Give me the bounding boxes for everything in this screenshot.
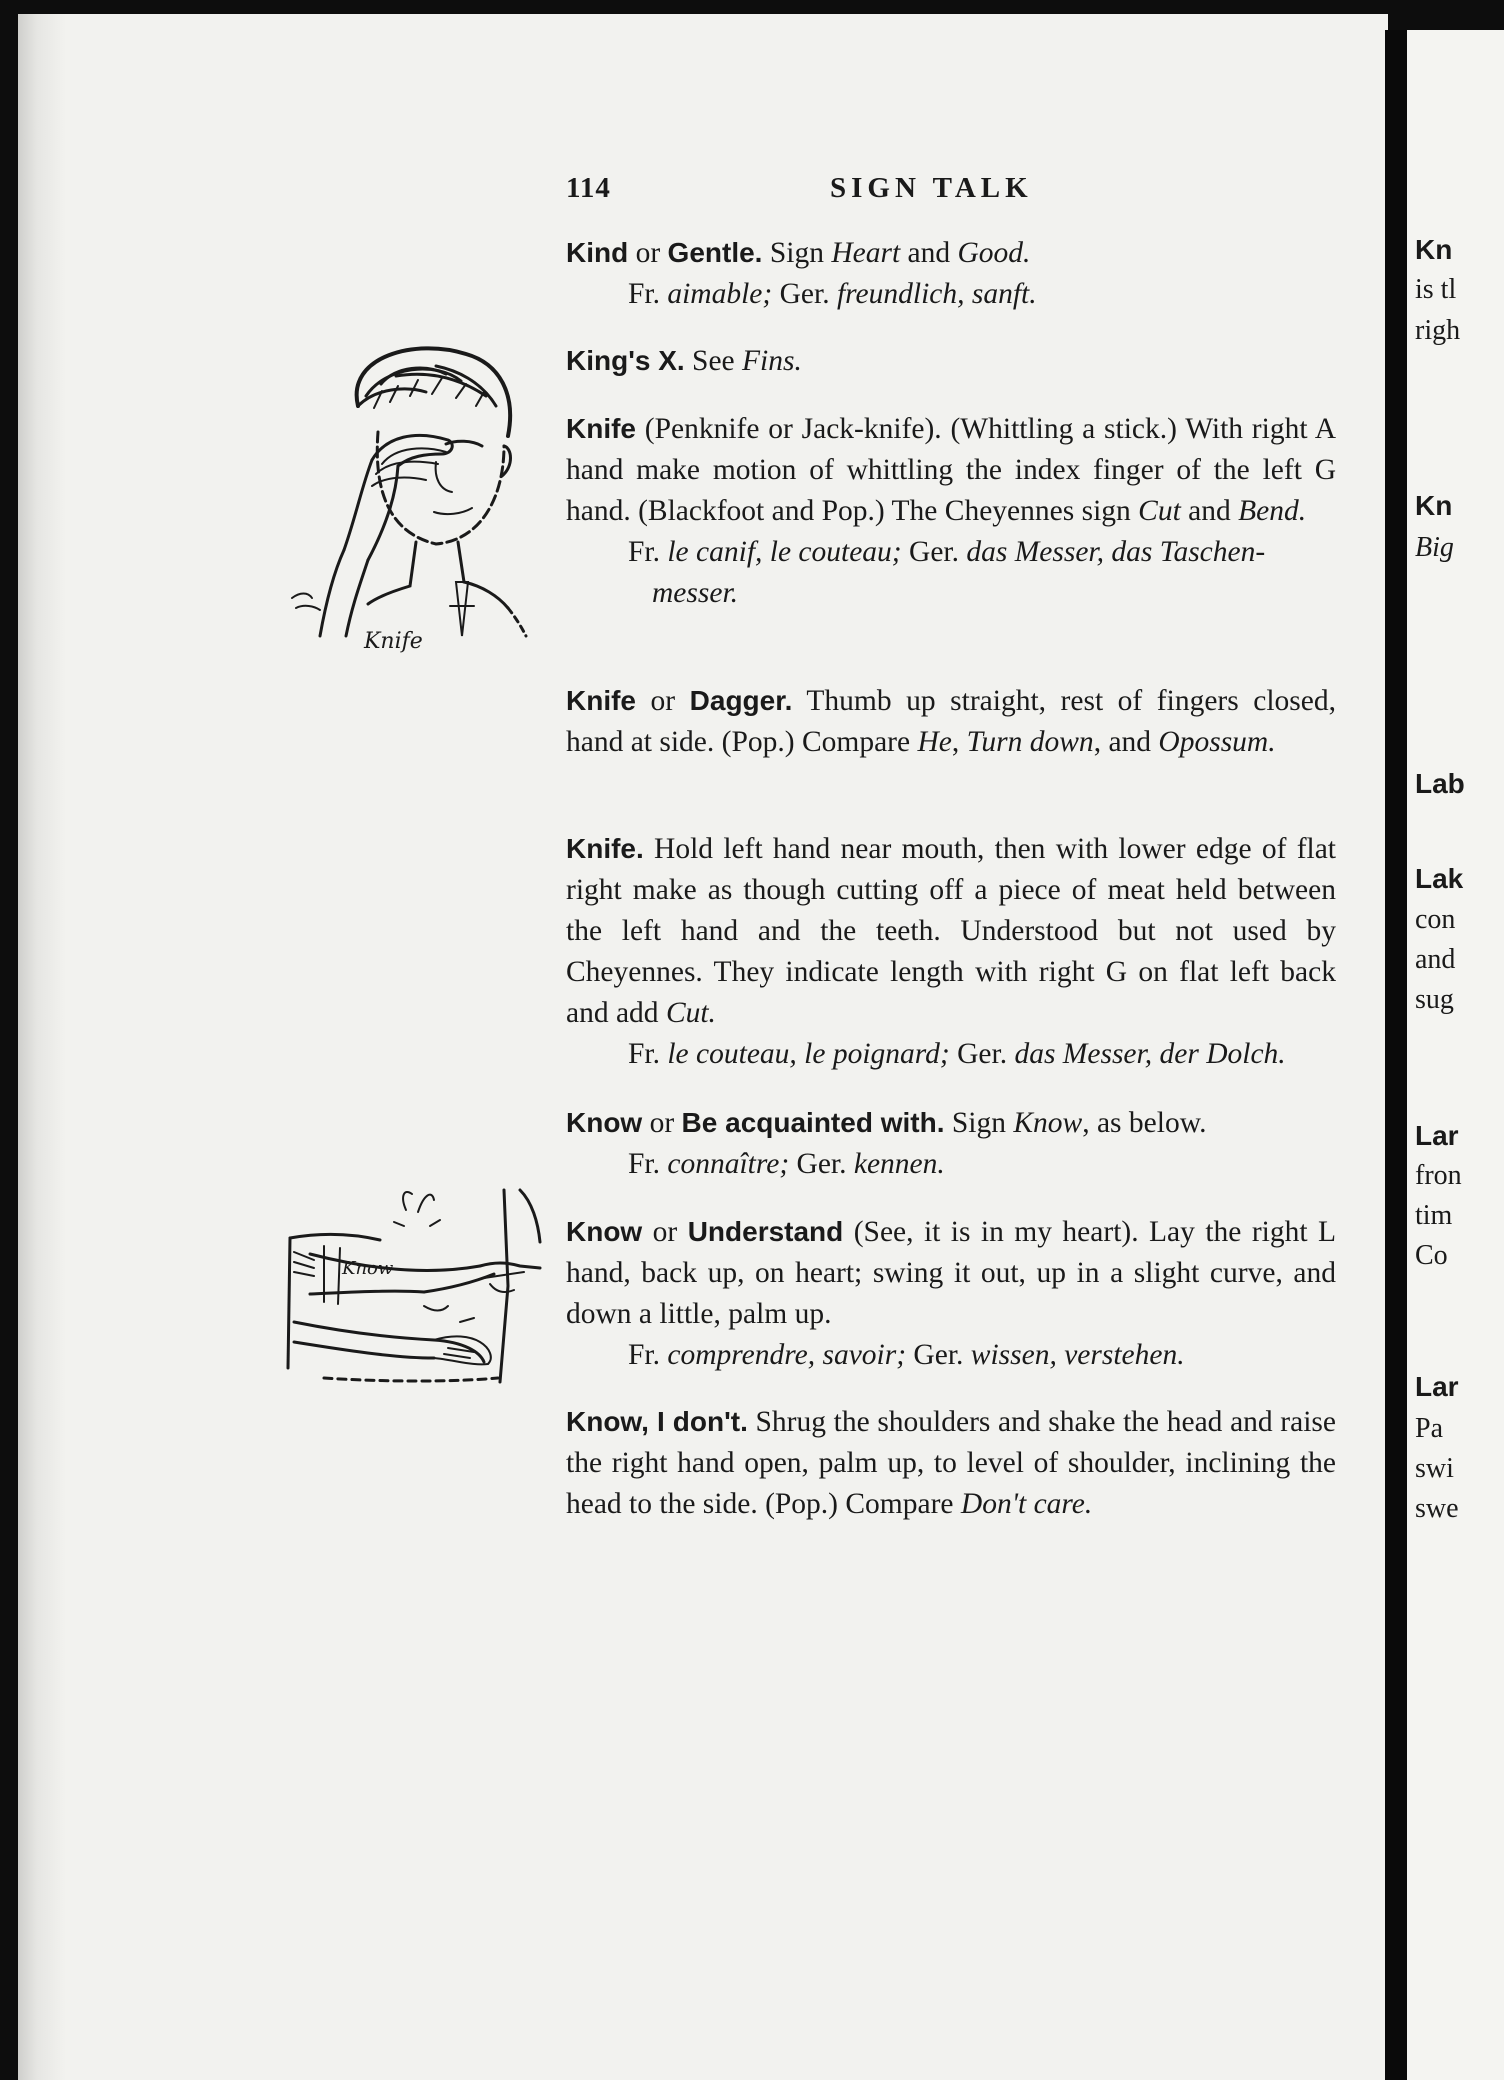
entry-term: Be acquainted with. (681, 1107, 945, 1138)
fragment-text: Pa (1415, 1413, 1443, 1444)
entry-term: Dagger. (689, 685, 793, 716)
french-translation: aimable; (667, 278, 773, 310)
entry-text: Sign (762, 237, 832, 269)
fragment-text: swi (1415, 1453, 1454, 1484)
page-number: 114 (566, 172, 611, 204)
entry-text: or (636, 685, 690, 717)
fragment-text: Co (1415, 1240, 1448, 1271)
entry-text: Hold left hand near mouth, then with lower edge of flat right make as though cutting off a piece of meat held between the left hand and the teeth. Understood but not used by Cheyennes. They indicate length with right G on flat left back and add (566, 833, 1336, 1029)
fragment-text: swe (1415, 1493, 1459, 1524)
entry-text: or (628, 237, 668, 269)
page-title: SIGN TALK (830, 172, 1033, 204)
dictionary-entry (566, 1211, 1336, 1376)
translation (566, 1144, 1336, 1185)
fragment-text: Kn (1415, 490, 1453, 521)
german-translation: das Messer, das Taschen- (966, 536, 1266, 568)
cross-reference: Bend. (1238, 495, 1307, 527)
cross-reference: Opossum. (1158, 726, 1276, 758)
cross-reference: Cut. (665, 997, 716, 1029)
entry-term: Kind (566, 237, 629, 268)
german-translation: wissen, verstehen. (970, 1339, 1185, 1371)
german-translation: freundlich, sanft. (836, 278, 1037, 310)
entry-term: Knife (566, 413, 636, 444)
french-translation: comprendre, savoir; (667, 1339, 907, 1371)
illustration-caption: Knife (364, 629, 423, 654)
cross-reference: Heart (831, 237, 901, 269)
translation (566, 532, 1336, 614)
entry-term: Know (566, 1216, 643, 1247)
fragment-text: Kn (1415, 234, 1453, 265)
german-label: Ger. (772, 278, 837, 310)
cross-reference: He (917, 726, 952, 758)
fragment-text: fron (1415, 1160, 1462, 1191)
illustration-caption: Know (342, 1258, 394, 1279)
entry-text: See (684, 345, 743, 377)
french-translation: connaître; (667, 1148, 790, 1180)
cross-reference: Know (1013, 1107, 1083, 1139)
dictionary-entry (566, 1401, 1336, 1525)
running-head (566, 172, 1066, 212)
entry-text: (See, it is in my heart). Lay the right L hand, back up, on heart; swing it out, up in a slight curve, and down a little, palm up. (566, 1216, 1337, 1330)
fragment-text: is tl (1415, 274, 1457, 305)
entry-text: and (1180, 495, 1239, 527)
translation (566, 274, 1336, 315)
fragment-text: con (1415, 904, 1456, 935)
book-gutter (1385, 30, 1407, 2080)
fragment-text: Lak (1415, 863, 1464, 894)
entry-text: , as below. (1082, 1107, 1207, 1139)
dictionary-entry (566, 680, 1336, 763)
french-label: Fr. (628, 536, 668, 568)
german-translation: kennen. (853, 1148, 945, 1180)
entry-term: Knife (566, 685, 636, 716)
fragment-text: Big (1415, 532, 1454, 563)
knife-sign-illustration (286, 336, 550, 666)
french-label: Fr. (628, 278, 668, 310)
entry-term: Know, I don't. (566, 1406, 748, 1437)
fragment-text: righ (1415, 315, 1461, 346)
german-translation: das Messer, der Dolch. (1014, 1038, 1286, 1070)
entry-text: Sign (944, 1107, 1014, 1139)
dictionary-entry (566, 232, 1336, 315)
entry-term: Understand (687, 1216, 844, 1247)
cross-reference: Cut (1138, 495, 1181, 527)
german-label: Ger. (789, 1148, 854, 1180)
translation (566, 1034, 1336, 1075)
german-translation-continued: messer. (652, 577, 739, 609)
french-label: Fr. (628, 1148, 668, 1180)
french-label: Fr. (628, 1038, 668, 1070)
german-label: Ger. (901, 536, 967, 568)
page-edge-shadow (18, 14, 66, 2080)
entry-text: or (642, 1107, 682, 1139)
dictionary-entry (566, 828, 1336, 1075)
german-label: Ger. (949, 1038, 1015, 1070)
entry-text: , (951, 726, 967, 758)
entry-term: Gentle. (667, 237, 763, 268)
dictionary-entry (566, 1102, 1336, 1185)
entry-term: Know (566, 1107, 643, 1138)
cross-reference: Good. (957, 237, 1031, 269)
entry-term: King's X. (566, 345, 685, 376)
cross-reference: Turn down (966, 726, 1094, 758)
entry-text: or (642, 1216, 688, 1248)
entry-text: (Penknife or Jack-knife). (Whittling a stick.) With right A hand make motion of whittling the index finger of the left G hand. (Blackfoot and Pop.) The Cheyennes sign (566, 413, 1336, 527)
entry-text: and (900, 237, 958, 269)
fragment-text: and (1415, 944, 1456, 975)
entry-term: Knife. (566, 833, 644, 864)
entry-text: Shrug the shoulders and shake the head and raise the right hand open, palm up, to level of shoulder, inclining the head to the side. (Pop.) Compare (566, 1406, 1336, 1520)
french-translation: le couteau, le poignard; (667, 1038, 950, 1070)
german-label: Ger. (906, 1339, 971, 1371)
right-page-fragment (1407, 30, 1504, 2080)
dictionary-entry (566, 340, 1336, 382)
fragment-text: sug (1415, 984, 1454, 1015)
french-translation: le canif, le couteau; (667, 536, 902, 568)
cross-reference: Fins. (742, 345, 802, 377)
dictionary-entry (566, 408, 1336, 614)
cross-reference: Don't care. (960, 1488, 1093, 1520)
entry-text: Thumb up straight, rest of fingers closed, hand at side. (Pop.) Compare (566, 685, 1336, 758)
fragment-text: tim (1415, 1200, 1453, 1231)
french-label: Fr. (628, 1339, 668, 1371)
entry-text: , and (1093, 726, 1159, 758)
know-sign-illustration (284, 1182, 556, 1392)
fragment-text: Lab (1415, 768, 1465, 799)
translation (566, 1335, 1336, 1376)
fragment-text: Lar (1415, 1120, 1459, 1151)
fragment-text: Lar (1415, 1371, 1459, 1402)
